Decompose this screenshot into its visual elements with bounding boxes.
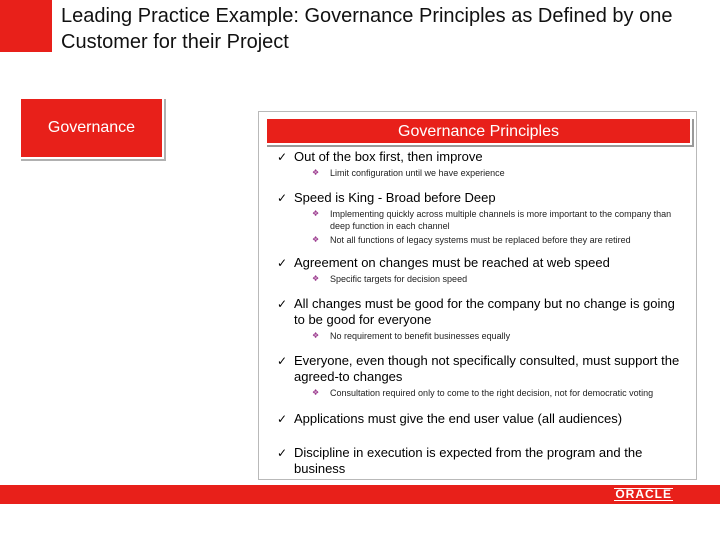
principle-item [277, 255, 687, 285]
title-accent-block [0, 0, 52, 52]
sub-point [312, 234, 687, 246]
page-title: Leading Practice Example: Governance Principles as Defined by one Customer for their Project [61, 5, 673, 53]
diamond-bullet-icon: ❖ [312, 168, 320, 177]
sub-point [312, 208, 687, 232]
principle-item [277, 411, 687, 427]
principle-item [277, 353, 687, 399]
check-mark-icon: ✓ [277, 354, 288, 368]
principle-item [277, 296, 687, 342]
sub-point-text: Implementing quickly across multiple channels is more important to the company than deep function in each channel [330, 209, 672, 231]
principle-text: Everyone, even though not specifically consulted, must support the agreed-to changes [294, 353, 680, 384]
principles-panel-title: Governance Principles [398, 123, 559, 140]
sub-point [312, 387, 687, 399]
principle-item [277, 190, 687, 246]
governance-box-label: Governance [47, 119, 136, 136]
principle-text: Applications must give the end user value (all audiences) [294, 411, 623, 426]
oracle-logo: ORACLE [615, 487, 672, 501]
check-mark-icon: ✓ [277, 256, 288, 270]
diamond-bullet-icon: ❖ [312, 235, 320, 244]
check-mark-icon: ✓ [277, 297, 288, 311]
check-mark-icon: ✓ [277, 150, 288, 164]
sub-point [312, 273, 687, 285]
diamond-bullet-icon: ❖ [312, 209, 320, 218]
principle-text: Agreement on changes must be reached at web speed [294, 255, 610, 270]
sub-point-text: Specific targets for decision speed [330, 274, 468, 284]
check-mark-icon: ✓ [277, 412, 288, 426]
sub-point-text: Consultation required only to come to the right decision, not for democratic voting [330, 388, 654, 398]
sub-point-text: No requirement to benefit businesses equally [330, 331, 511, 341]
footer-bar [0, 485, 720, 504]
sub-point-text: Limit configuration until we have experience [330, 168, 505, 178]
principle-text: All changes must be good for the company but no change is going to be good for everyone [294, 296, 675, 327]
principle-item [277, 445, 687, 477]
check-mark-icon: ✓ [277, 446, 288, 460]
sub-point-text: Not all functions of legacy systems must be replaced before they are retired [330, 235, 631, 245]
principle-text: Out of the box first, then improve [294, 149, 483, 164]
principle-item [277, 149, 687, 179]
diamond-bullet-icon: ❖ [312, 388, 320, 397]
check-mark-icon: ✓ [277, 191, 288, 205]
principle-text: Discipline in execution is expected from the program and the business [294, 445, 643, 476]
sub-point [312, 330, 687, 342]
principle-text: Speed is King - Broad before Deep [294, 190, 496, 205]
governance-box [19, 97, 164, 159]
principles-panel-header [265, 117, 692, 145]
sub-point [312, 167, 687, 179]
diamond-bullet-icon: ❖ [312, 331, 320, 340]
diamond-bullet-icon: ❖ [312, 274, 320, 283]
